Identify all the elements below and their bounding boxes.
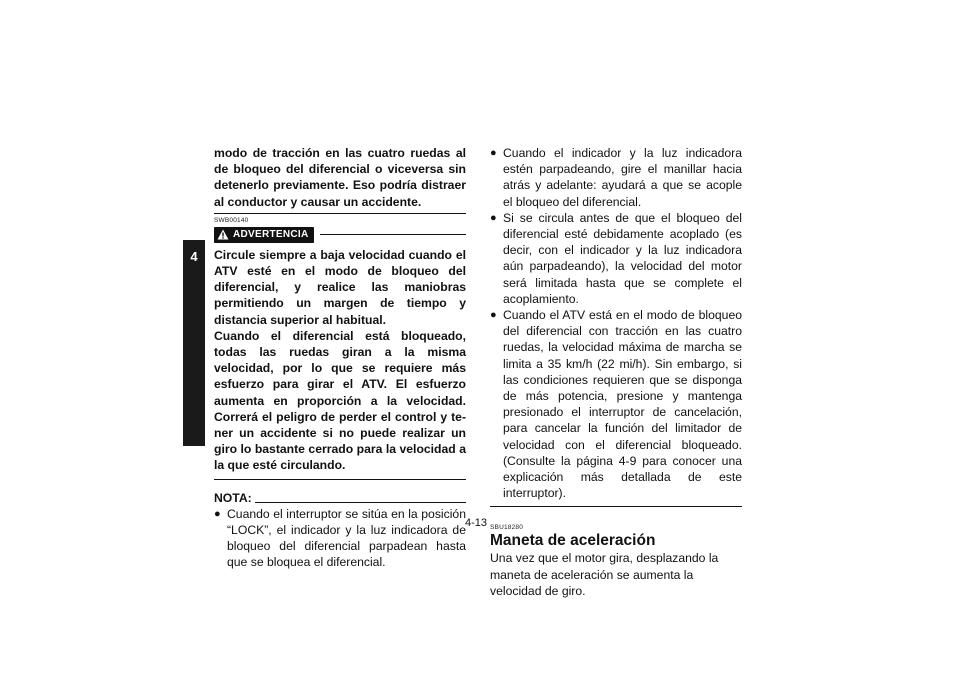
bullet-dot-icon: ●	[490, 211, 497, 224]
bullet-dot-icon: ●	[214, 507, 221, 520]
bullet-dot-icon: ●	[490, 147, 497, 159]
warning-header-rule	[320, 234, 466, 235]
list-item	[490, 210, 742, 307]
page-number: 4-13	[465, 517, 488, 529]
list-item	[490, 145, 742, 210]
section-code: SBU18280	[490, 524, 524, 532]
list-item-text: Cuando el interruptor se sitúa en la posición “LOCK”, el indicador y la luz indicadora de bloqueo del diferencial parpadean hasta que se bloquea el diferencial.	[227, 506, 466, 570]
chapter-number: 4	[190, 249, 198, 264]
warning-header	[214, 227, 466, 243]
list-item-text: Si se circula antes de que el bloqueo del diferencial esté debidamente acoplado (es decir, con el indicador y la luz indicadora aún parpadeando), la velocidad del motor será limitada hasta que se complete el acoplamiento.	[503, 210, 742, 306]
warning-triangle-icon	[217, 229, 229, 240]
list-item-text: Cuando el indicador y la luz indicadora estén parpadeando, gire el manillar hacia atrás y adelante: ayudará a que se acople el bloqueo del diferencial.	[503, 146, 742, 209]
chapter-tab	[183, 240, 205, 446]
bullet-dot-icon: ●	[490, 309, 497, 322]
warning-paragraph-2: Cuando el diferencial está bloqueado, todas las ruedas giran a la misma velocidad, por lo que se requiere más esfuerzo para girar el ATV. El esfuerzo aumenta en proporción a la velocidad. Correrá el peligro de perder el control y tener un accidente si no puede realizar un giro lo bastante cerrado para la velocidad a la que esté circulando.	[214, 328, 466, 473]
left-column	[214, 145, 466, 571]
right-column	[490, 145, 742, 599]
warning-label: ADVERTENCIA	[233, 228, 309, 240]
note-header	[214, 490, 466, 506]
warning-paragraph-1: Circule siempre a baja velocidad cuando el ATV esté en el modo de bloqueo del diferencial, y realice las maniobras permitiendo un margen de tiempo y distancia superior al habitual.	[214, 247, 466, 327]
section-body: Una vez que el motor gira, desplazando la maneta de aceleración se aumenta la velocidad de giro.	[490, 551, 719, 598]
warning-badge	[214, 227, 314, 243]
list-item-text: Cuando el ATV está en el modo de bloqueo del diferencial con tracción en las cuatro ruedas, la velocidad máxima de marcha se limita a 35 km/h (22 mi/h). Sin embargo, si las condiciones requieren que se disponga de más potencia, presione y mantenga presionado el interruptor de cancelación, para cancelar la función del limitador de velocidad con el diferencial bloqueado. (Consulte la página 4-9 para conocer una explicación más detallada de este interruptor).	[503, 308, 742, 501]
list-item	[490, 307, 742, 501]
note-bottom-rule	[490, 506, 742, 507]
warning-continued-text: modo de tracción en las cuatro ruedas al de bloqueo del diferencial o viceversa sin detenerlo previamente. Eso podría distraer al conductor y causar un accidente.	[214, 146, 466, 209]
warning-bottom-rule	[214, 479, 466, 480]
section-title: Maneta de aceleración	[490, 532, 656, 550]
list-item	[214, 506, 466, 571]
warning-top-rule	[214, 213, 466, 214]
note-header-rule	[255, 502, 466, 503]
warning-code: SWB00140	[214, 216, 249, 224]
note-label: NOTA:	[214, 490, 252, 505]
